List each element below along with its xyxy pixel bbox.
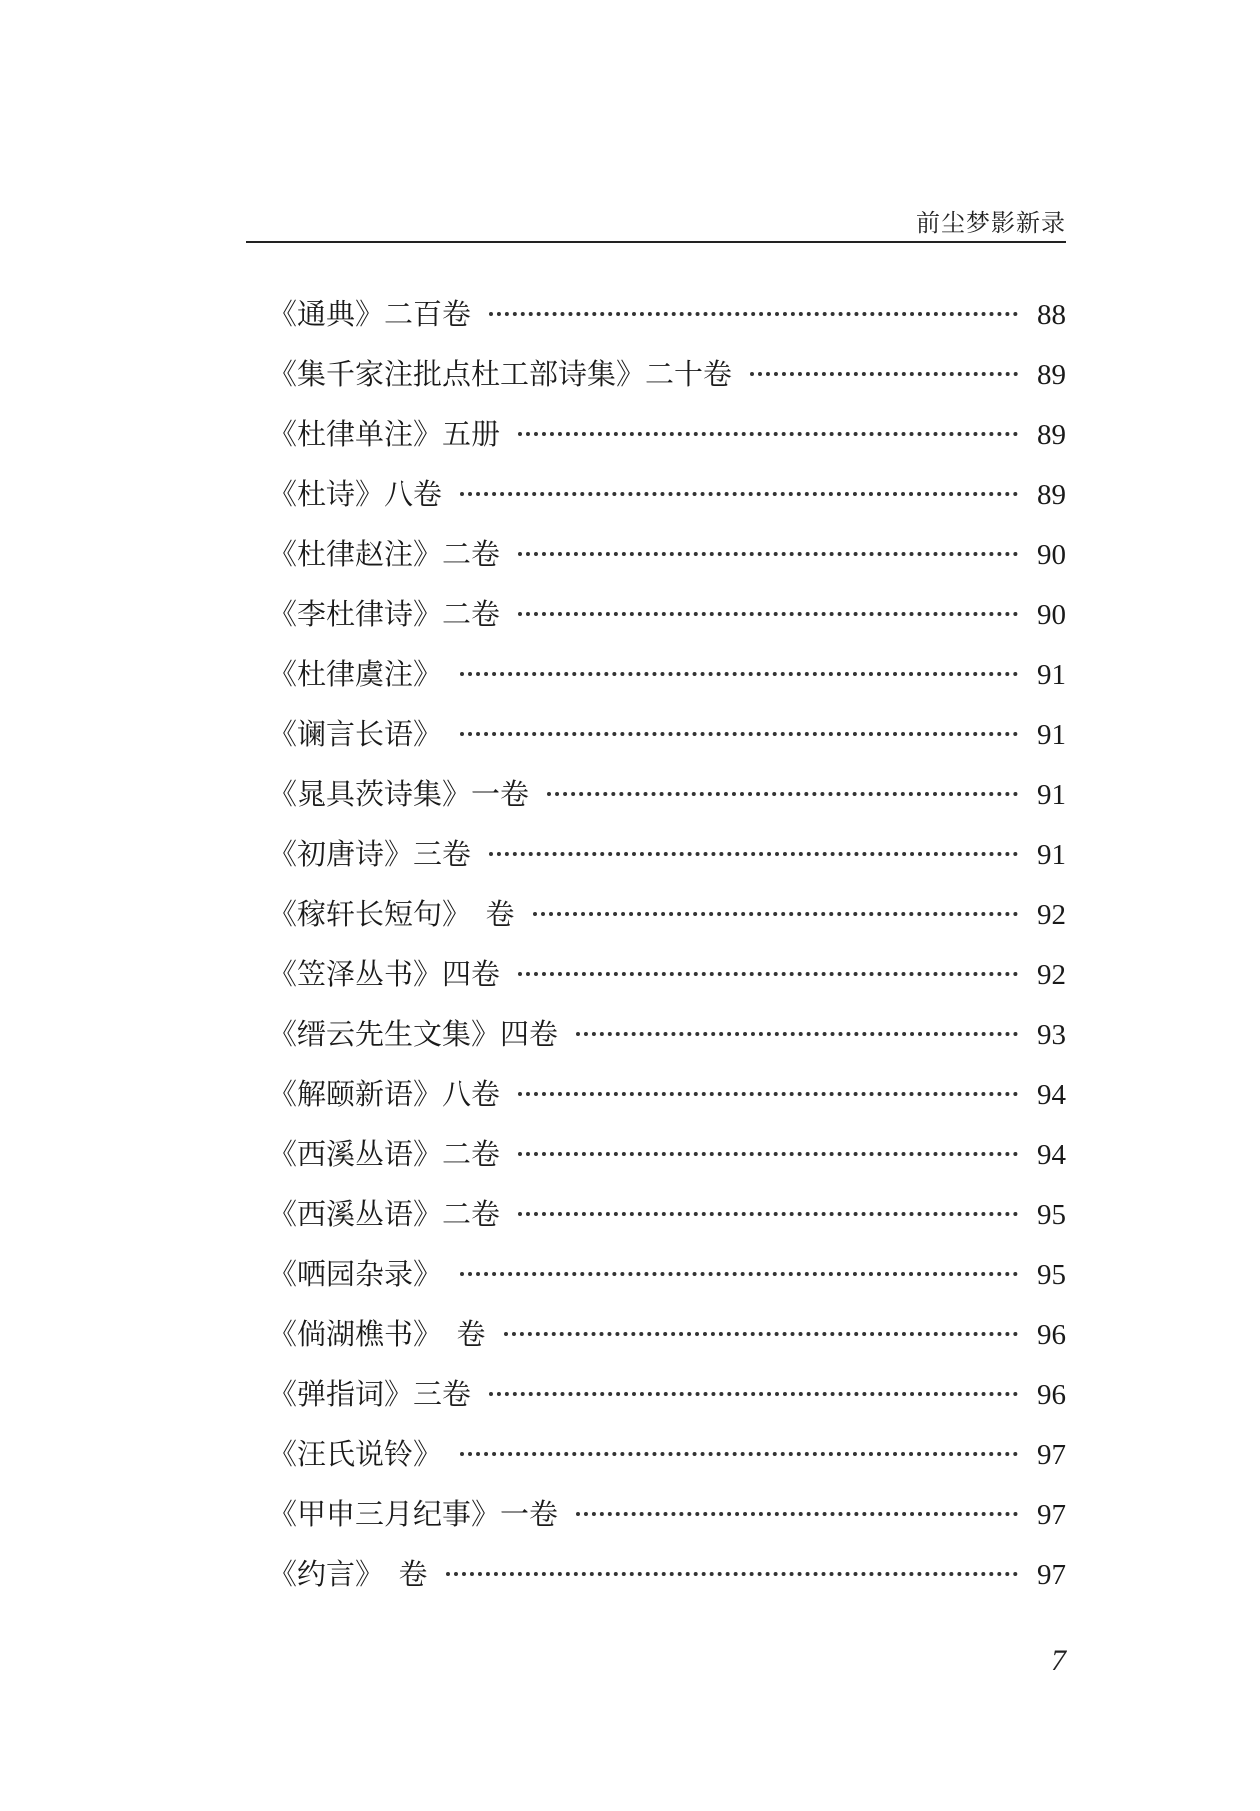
toc-entry-page: 90 — [1037, 539, 1066, 571]
toc-entry — [268, 1192, 1066, 1252]
toc-entry-page: 91 — [1037, 839, 1066, 871]
toc-entry — [268, 1252, 1066, 1312]
toc-entry-title: 《汪氏说铃》 — [268, 1437, 443, 1471]
toc-entry-page: 92 — [1037, 959, 1066, 991]
toc-entry-title: 《晁具茨诗集》一卷 — [268, 777, 530, 811]
toc-entry-page: 92 — [1037, 899, 1066, 931]
toc-entry-page: 91 — [1037, 659, 1066, 691]
table-of-contents — [268, 292, 1066, 1612]
toc-entry — [268, 1132, 1066, 1192]
dot-leader — [547, 792, 1018, 796]
toc-entry-page: 89 — [1037, 359, 1066, 391]
toc-entry — [268, 652, 1066, 712]
toc-entry — [268, 412, 1066, 472]
toc-entry — [268, 352, 1066, 412]
running-head-title: 前尘梦影新录 — [916, 209, 1066, 237]
toc-entry-title: 《集千家注批点杜工部诗集》二十卷 — [268, 357, 733, 391]
toc-entry — [268, 1432, 1066, 1492]
toc-entry-page: 91 — [1037, 779, 1066, 811]
dot-leader — [489, 312, 1018, 316]
toc-entry-title: 《通典》二百卷 — [268, 297, 472, 331]
dot-leader — [518, 432, 1018, 436]
toc-entry-title: 《西溪丛语》二卷 — [268, 1197, 501, 1231]
toc-entry-page: 90 — [1037, 599, 1066, 631]
toc-entry-title: 《甲申三月纪事》一卷 — [268, 1497, 559, 1531]
toc-entry-title: 《弹指词》三卷 — [268, 1377, 472, 1411]
toc-entry-page: 95 — [1037, 1259, 1066, 1291]
dot-leader — [460, 1452, 1018, 1456]
toc-entry-title: 《哂园杂录》 — [268, 1257, 443, 1291]
dot-leader — [518, 1152, 1018, 1156]
dot-leader — [489, 1392, 1018, 1396]
toc-entry-page: 96 — [1037, 1379, 1066, 1411]
toc-entry-page: 95 — [1037, 1199, 1066, 1231]
toc-entry-title: 《杜律虞注》 — [268, 657, 443, 691]
toc-entry — [268, 832, 1066, 892]
toc-entry-page: 89 — [1037, 479, 1066, 511]
toc-entry-page: 97 — [1037, 1499, 1066, 1531]
dot-leader — [518, 612, 1018, 616]
dot-leader — [518, 1092, 1018, 1096]
toc-entry-title: 《杜律单注》五册 — [268, 417, 501, 451]
toc-entry — [268, 892, 1066, 952]
toc-entry-title: 《李杜律诗》二卷 — [268, 597, 501, 631]
toc-entry — [268, 592, 1066, 652]
dot-leader — [504, 1332, 1018, 1336]
toc-entry-title: 《倘湖樵书》 卷 — [268, 1317, 486, 1351]
toc-entry-page: 91 — [1037, 719, 1066, 751]
dot-leader — [460, 492, 1018, 496]
toc-entry-page: 97 — [1037, 1439, 1066, 1471]
toc-entry — [268, 772, 1066, 832]
dot-leader — [750, 372, 1018, 376]
dot-leader — [446, 1572, 1018, 1576]
toc-entry-title: 《解颐新语》八卷 — [268, 1077, 501, 1111]
toc-entry — [268, 952, 1066, 1012]
dot-leader — [460, 672, 1018, 676]
toc-entry-title: 《西溪丛语》二卷 — [268, 1137, 501, 1171]
toc-entry — [268, 1552, 1066, 1612]
toc-entry-page: 94 — [1037, 1079, 1066, 1111]
dot-leader — [518, 552, 1018, 556]
toc-entry-title: 《初唐诗》三卷 — [268, 837, 472, 871]
toc-entry-page: 94 — [1037, 1139, 1066, 1171]
toc-entry-title: 《谰言长语》 — [268, 717, 443, 751]
toc-entry — [268, 712, 1066, 772]
toc-entry — [268, 1492, 1066, 1552]
dot-leader — [576, 1512, 1018, 1516]
toc-entry-title: 《笠泽丛书》四卷 — [268, 957, 501, 991]
toc-entry-title: 《缙云先生文集》四卷 — [268, 1017, 559, 1051]
dot-leader — [460, 732, 1018, 736]
toc-entry-page: 96 — [1037, 1319, 1066, 1351]
toc-entry-page: 88 — [1037, 299, 1066, 331]
dot-leader — [518, 1212, 1018, 1216]
dot-leader — [518, 972, 1018, 976]
dot-leader — [576, 1032, 1018, 1036]
toc-entry — [268, 472, 1066, 532]
toc-entry — [268, 292, 1066, 352]
toc-entry-title: 《杜诗》八卷 — [268, 477, 443, 511]
toc-entry — [268, 1372, 1066, 1432]
toc-entry-page: 93 — [1037, 1019, 1066, 1051]
toc-entry — [268, 1072, 1066, 1132]
dot-leader — [460, 1272, 1018, 1276]
toc-entry-page: 97 — [1037, 1559, 1066, 1591]
dot-leader — [533, 912, 1018, 916]
toc-entry-title: 《约言》 卷 — [268, 1557, 428, 1591]
toc-entry-page: 89 — [1037, 419, 1066, 451]
dot-leader — [489, 852, 1018, 856]
running-head — [246, 203, 1066, 243]
toc-entry — [268, 1012, 1066, 1072]
toc-entry — [268, 1312, 1066, 1372]
toc-entry — [268, 532, 1066, 592]
page-number: 7 — [1051, 1644, 1066, 1677]
toc-entry-title: 《杜律赵注》二卷 — [268, 537, 501, 571]
toc-entry-title: 《稼轩长短句》 卷 — [268, 897, 515, 931]
